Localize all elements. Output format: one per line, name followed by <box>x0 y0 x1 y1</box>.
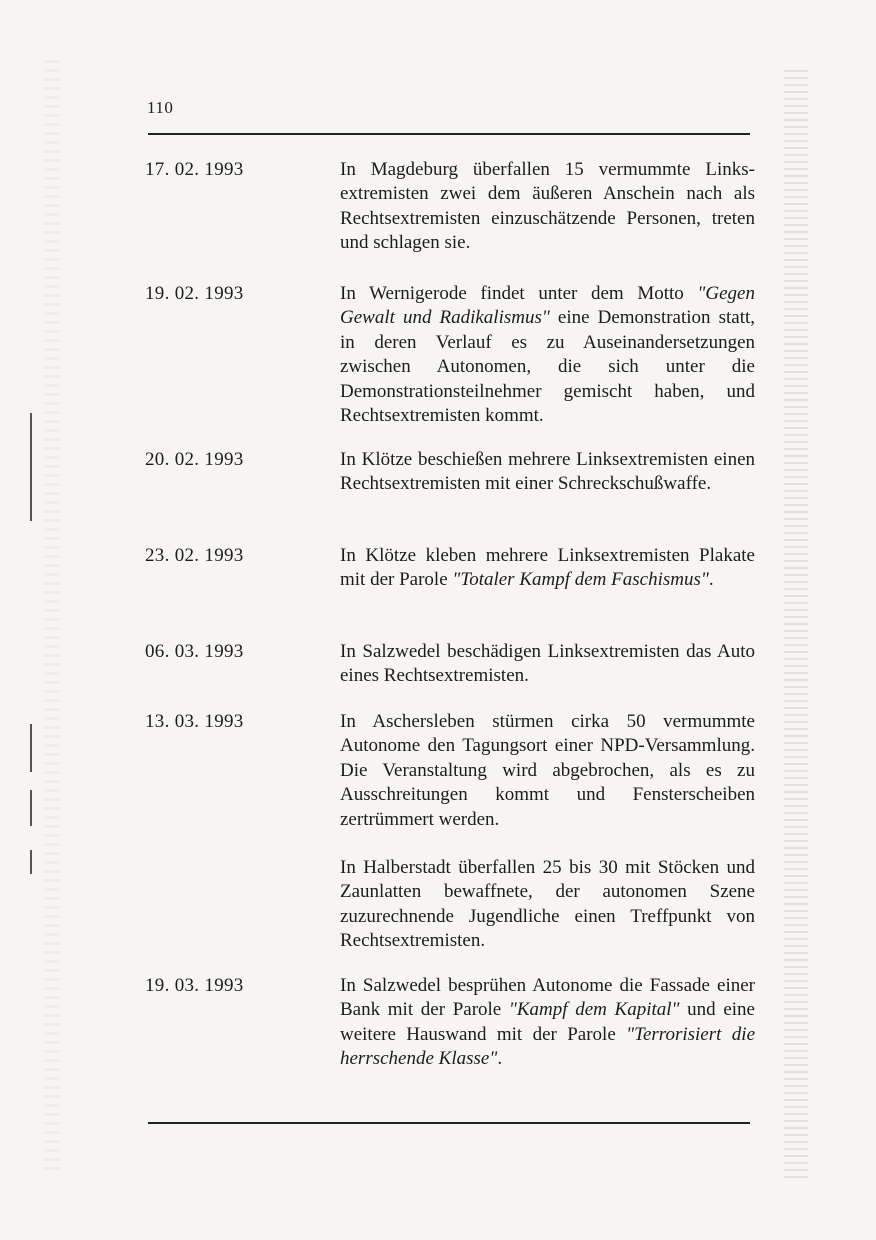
margin-mark <box>30 413 32 521</box>
entry-text <box>340 544 755 593</box>
entry-text <box>340 282 755 428</box>
margin-mark <box>30 790 32 826</box>
text-segment: . <box>708 569 714 591</box>
entry-date: 19. 03. 1993 <box>145 975 244 996</box>
entry-date: 19. 02. 1993 <box>145 283 244 304</box>
entry-date: 23. 02. 1993 <box>145 545 244 566</box>
text-segment: . <box>497 1048 503 1070</box>
entry-date: 13. 03. 1993 <box>145 711 244 732</box>
text-segment-italic: "Gegen Gewalt und Radikalismus" <box>340 283 755 329</box>
text-segment-italic: "Terrorisiert die herrschende Klasse" <box>340 1023 755 1070</box>
footer-rule <box>148 1122 750 1124</box>
entry-text <box>340 448 755 497</box>
header-rule <box>148 133 750 135</box>
text-segment-italic: "Totaler Kampf dem Faschismus" <box>452 569 709 591</box>
scan-border-right <box>784 70 808 1180</box>
text-segment: In Klötze kleben mehrere Linksextremisten Plakate mit der Parole <box>340 545 755 591</box>
text-segment-italic: "Kampf dem Kapital" <box>508 999 680 1021</box>
entry-date: 20. 02. 1993 <box>145 449 244 470</box>
text-segment: eine Demonstration statt, in deren Verlauf es zu Auseinandersetzungen zwischen Autonomen, die sich unter die Demonstrationsteilnehmer gemischt haben, und Rechtsextremisten kommt. <box>340 307 756 427</box>
text-segment: In Wernigerode findet unter dem Motto <box>340 283 698 304</box>
text-segment: In Klötze beschießen mehrere Linksextremisten einen Rechtsextremisten mit einer Schreckschußwaffe. <box>340 449 755 495</box>
entry-text <box>340 640 755 689</box>
text-segment: und eine weitere Hauswand mit der Parole <box>340 999 755 1045</box>
page-number: 110 <box>147 98 174 117</box>
entry-text <box>340 710 755 832</box>
text-segment: In Salzwedel beschädigen Linksextremisten das Auto eines Rechtsextremisten. <box>340 641 755 687</box>
entry-text <box>340 158 755 256</box>
text-segment: In Aschersleben stürmen cirka 50 vermummte Autonome den Tagungsort einer NPD-Versammlung. Die Veranstaltung wird abgebrochen, als es zu Ausschreitungen kommt und Fensterscheiben zertrümmert werden. <box>340 711 755 830</box>
text-segment: In Magdeburg überfallen 15 vermummte Linksextremisten zwei dem äußeren Anschein nach als Rechtsextremisten einzuschätzende Personen, treten und schlagen sie. <box>340 159 755 254</box>
text-segment: In Halberstadt überfallen 25 bis 30 mit Stöcken und Zaunlatten bewaffnete, der autonomen Szene zuzurechnende Jugendliche einen Treffpunkt von Rechtsextremisten. <box>340 857 755 952</box>
margin-mark <box>30 724 32 772</box>
margin-mark <box>30 850 32 874</box>
scan-border-left <box>44 60 60 1170</box>
entry-date: 06. 03. 1993 <box>145 641 244 662</box>
entry-text <box>340 856 755 954</box>
entry-text <box>340 974 755 1072</box>
text-segment: In Salzwedel besprühen Autonome die Fassade einer Bank mit der Parole <box>340 975 755 1021</box>
entry-date: 17. 02. 1993 <box>145 159 244 180</box>
